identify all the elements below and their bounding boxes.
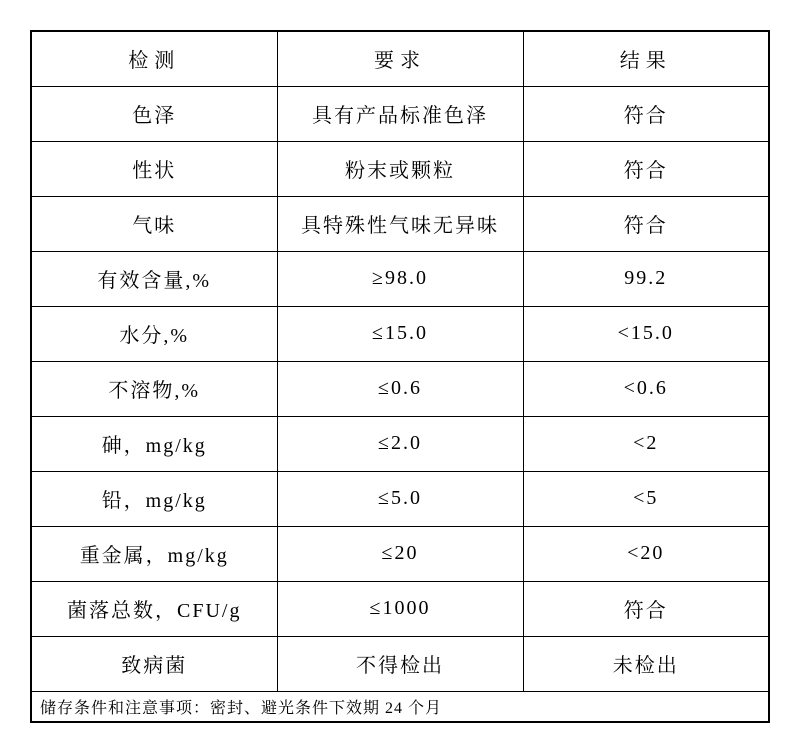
result-cell: 符合 xyxy=(523,581,769,636)
result-cell: 符合 xyxy=(523,86,769,141)
result-cell: <5 xyxy=(523,471,769,526)
inspection-table xyxy=(30,30,770,723)
item-cell: 性状 xyxy=(31,141,277,196)
table-row xyxy=(31,361,769,416)
table-body xyxy=(31,86,769,691)
table-row xyxy=(31,526,769,581)
table-footer xyxy=(31,691,769,722)
table-row xyxy=(31,636,769,691)
table-header-row xyxy=(31,31,769,86)
requirement-cell: 不得检出 xyxy=(277,636,523,691)
table-header xyxy=(31,31,769,86)
column-header-item: 检测 xyxy=(31,31,277,86)
requirement-cell: ≥98.0 xyxy=(277,251,523,306)
table-row xyxy=(31,141,769,196)
item-cell: 重金属，mg/kg xyxy=(31,526,277,581)
table-footer-row xyxy=(31,691,769,722)
requirement-cell: ≤5.0 xyxy=(277,471,523,526)
table-row xyxy=(31,306,769,361)
table-row xyxy=(31,471,769,526)
item-cell: 菌落总数，CFU/g xyxy=(31,581,277,636)
item-cell: 致病菌 xyxy=(31,636,277,691)
item-cell: 色泽 xyxy=(31,86,277,141)
requirement-cell: ≤20 xyxy=(277,526,523,581)
item-cell: 气味 xyxy=(31,196,277,251)
result-cell: 符合 xyxy=(523,196,769,251)
table-row xyxy=(31,581,769,636)
result-cell: <2 xyxy=(523,416,769,471)
column-header-requirement: 要求 xyxy=(277,31,523,86)
item-cell: 铅，mg/kg xyxy=(31,471,277,526)
requirement-cell: ≤0.6 xyxy=(277,361,523,416)
result-cell: <20 xyxy=(523,526,769,581)
requirement-cell: 具特殊性气味无异味 xyxy=(277,196,523,251)
requirement-cell: ≤15.0 xyxy=(277,306,523,361)
table-row xyxy=(31,86,769,141)
table-row xyxy=(31,196,769,251)
requirement-cell: ≤2.0 xyxy=(277,416,523,471)
requirement-cell: ≤1000 xyxy=(277,581,523,636)
storage-conditions-note: 储存条件和注意事项：密封、避光条件下效期 24 个月 xyxy=(31,691,769,722)
requirement-cell: 粉末或颗粒 xyxy=(277,141,523,196)
table-row xyxy=(31,251,769,306)
result-cell: 符合 xyxy=(523,141,769,196)
result-cell: 未检出 xyxy=(523,636,769,691)
item-cell: 不溶物,% xyxy=(31,361,277,416)
result-cell: 99.2 xyxy=(523,251,769,306)
item-cell: 水分,% xyxy=(31,306,277,361)
table-row xyxy=(31,416,769,471)
item-cell: 有效含量,% xyxy=(31,251,277,306)
requirement-cell: 具有产品标准色泽 xyxy=(277,86,523,141)
result-cell: <0.6 xyxy=(523,361,769,416)
result-cell: <15.0 xyxy=(523,306,769,361)
item-cell: 砷，mg/kg xyxy=(31,416,277,471)
column-header-result: 结果 xyxy=(523,31,769,86)
